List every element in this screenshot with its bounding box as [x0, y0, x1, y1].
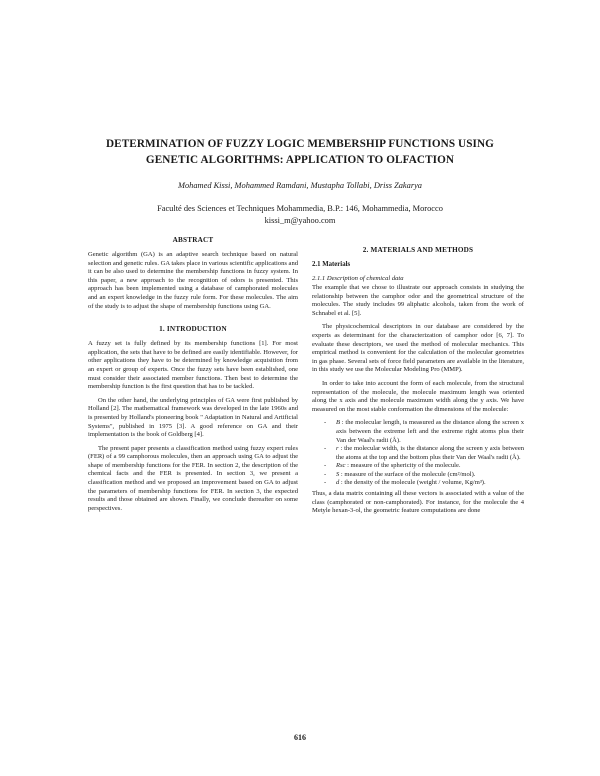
bullet-marker: -: [324, 445, 327, 453]
bullet-marker: -: [324, 470, 327, 478]
descriptor-symbol: S: [336, 470, 340, 478]
title-line-1: DETERMINATION OF FUZZY LOGIC MEMBERSHIP FUNCTIONS USING: [106, 138, 494, 150]
bullet-marker: -: [324, 479, 327, 487]
descriptor-item: [324, 419, 524, 445]
descriptor-text: : the molecular width, is the distance along the screen y axis between the atoms at the top and the bottom plus their Van der Waal's radii (Å).: [336, 445, 525, 461]
descriptor-list: [312, 419, 524, 488]
bullet-marker: -: [324, 462, 327, 470]
abstract-text: Genetic algorithm (GA) is an adaptive search technique based on natural selection and genetic rules. GA takes place in various scientific applications and it can be also used to determine the membership functions in fuzzy system. In this paper, a new approach to the recognition of odors is presented. This approach has been implemented using a database of camphorated molecules and an expert knowledge in the fuzzy rule form. For these molecules. The aim of the study is to adjust the shape of membership functions using GA.: [88, 251, 298, 310]
email: kissi_m@yahoo.com: [264, 216, 336, 225]
materials-subheading: 2.1 Materials: [312, 261, 351, 268]
descriptor-text: : measure of the sphericity of the molecule.: [347, 462, 461, 470]
author-list: Mohamed Kissi, Mohammed Ramdani, Mustapha Tollabi, Driss Zakarya: [178, 181, 422, 190]
page-number: 616: [294, 733, 306, 742]
descriptor-text: : the molecular length, is measured as the distance along the screen x axis between the extreme left and the extreme right atoms plus their Van der Waal's radii (Å).: [336, 419, 524, 444]
paper-title: [80, 136, 520, 168]
introduction-paragraph-1: A fuzzy set is fully defined by its membership functions [1]. For most application, the sets that have to be defined are easily identifiable. However, for other applications they have to be determined by knowledge acquisition from an expert or group of experts. Once the fuzzy sets have been established, one must consider their associated member functions. Then best to determine the membership function is the first question that has to be tackled.: [88, 340, 298, 391]
introduction-heading: 1. INTRODUCTION: [159, 325, 227, 334]
chemical-data-subheading: 2.1.1 Description of chemical data: [312, 275, 404, 282]
introduction-paragraph-2: On the other hand, the underlying principles of GA were first published by Holland [2]. The mathematical framework was developed in the late 1960s and is presented by Holland's pioneering book " Adaptation in Natural and Artificial Systems", published in 1975 [3]. A good reference on GA and their implementation is the book of Goldberg [4].: [88, 396, 298, 439]
title-line-2: GENETIC ALGORITHMS: APPLICATION TO OLFACTION: [145, 154, 455, 166]
methods-paragraph-4: Thus, a data matrix containing all these vectors is associated with a value of the class (camphorated or non-camphorated). For instance, for the molecule the 4 Metyle hexan-3-ol, the geometric feature computations are done: [312, 490, 524, 515]
descriptor-item: [324, 445, 524, 462]
bullet-marker: -: [324, 419, 327, 427]
methods-heading: 2. MATERIALS AND METHODS: [362, 246, 474, 254]
right-column: [312, 246, 524, 521]
descriptor-symbol: B: [336, 419, 340, 427]
affiliation-block: [60, 203, 540, 227]
left-column: [88, 236, 298, 518]
introduction-paragraph-3: The present paper presents a classification method using fuzzy expert rules (FER) of a 99 camphorous molecules, then an approach using GA to adjust the shape of membership functions for the FER. In section 2, the description of the chemical facts and the FER is presented. In section 3, we present a classification method and we proposed an improvement based on GA to adjust the parameters of membership functions for FER. In section 3, the expected results and those obtained are shown. Finally, we conclude thereafter on some perspectives.: [88, 444, 298, 512]
affiliation: Faculté des Sciences et Techniques Mohammedia, B.P.: 146, Mohammedia, Morocco: [157, 204, 443, 213]
descriptor-item: [324, 479, 524, 488]
descriptor-symbol: Rsc: [336, 462, 346, 470]
methods-paragraph-1: The example that we chose to illustrate our approach consists in studying the relationship between the camphor odor and the geometrical structure of the molecules. The study includes 99 aliphatic alcohols, taken from the work of Schnabel et al. [5].: [312, 284, 524, 317]
descriptor-symbol: r: [336, 445, 339, 453]
descriptor-item: [324, 471, 524, 480]
methods-paragraph-3: In order to take into account the form of each molecule, from the structural representation of the molecule, the molecule maximum length was oriented along the x axis and the molecule maximum width along the y axis. We have measured on the most stable conformation the dimensions of the molecule:: [312, 379, 524, 413]
descriptor-item: [324, 462, 524, 471]
descriptor-text: : measure of the surface of the molecule (cm²/mol).: [340, 470, 476, 478]
methods-paragraph-2: The physicochemical descriptors in our database are considered by the experts as determinant for the characterization of camphor odor [6, 7]. To evaluate these descriptors, we used the method of molecular mechanics. This empirical method is convenient for the calculation of the molecular geometries in gas phase. Several sets of force field parameters are available in the literature, in this study we use the Molecular Modeling Pro (MMP).: [312, 323, 524, 374]
descriptor-text: : the density of the molecule (weight / volume, Kg/m³).: [340, 479, 486, 487]
abstract-heading: ABSTRACT: [172, 236, 214, 244]
descriptor-symbol: d: [336, 479, 340, 487]
